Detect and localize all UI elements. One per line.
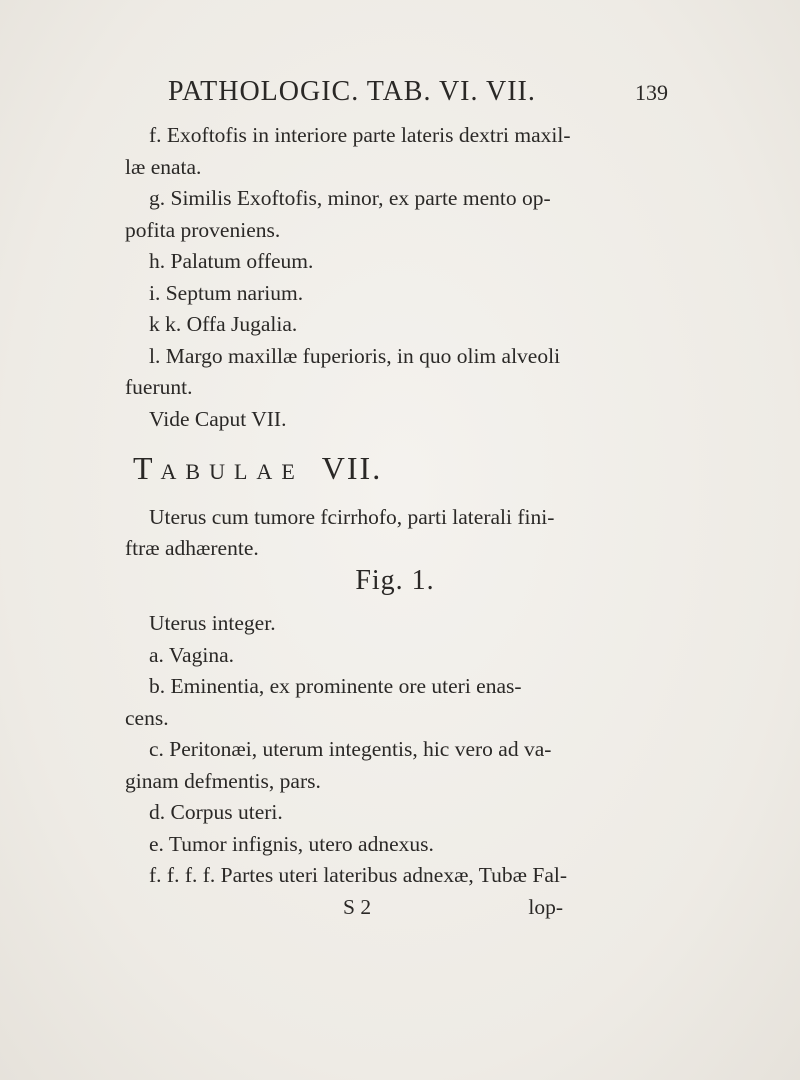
signature-mark: S 2 [343,894,372,919]
text-line: l. Margo maxillæ fuperioris, in quo olim alveoli [149,343,561,368]
page-footer [343,892,563,924]
text-line: Uterus cum tumore fcirrhofo, parti laterali fini- [149,504,555,529]
text-line: i. Septum narium. [149,280,304,305]
figure-heading: Fig. 1. [355,564,435,596]
text-line: cens. [125,705,169,730]
text-line: fuerunt. [125,375,193,399]
text-line: c. Peritonæi, uterum integentis, hic vero ad va- [149,737,552,761]
page-body [125,120,665,923]
text-line: g. Similis Exoftofis, minor, ex parte mento op- [149,186,551,210]
text-line: Uterus integer. [149,611,276,635]
text-line: d. Corpus uteri. [149,800,283,824]
text-line: ftræ adhærente. [125,536,259,560]
section-heading [133,450,665,488]
text-line: h. Palatum offeum. [149,249,314,273]
running-head: PATHOLOGIC. TAB. VI. VII. [168,76,536,107]
text-line: e. Tumor infignis, utero adnexus. [149,831,434,856]
heading-word: ABULAE [160,459,304,484]
text-line: pofita proveniens. [125,217,281,242]
catchword: lop- [528,894,563,919]
text-line: f. f. f. f. Partes uteri lateribus adnexæ, Tubæ Fal- [149,863,568,887]
page-number: 139 [635,80,668,105]
text-line: a. Vagina. [149,642,234,667]
heading-initial: T [133,450,161,486]
text-line: b. Eminentia, ex prominente ore uteri enas- [149,674,522,698]
text-line: Vide Caput VII. [149,406,287,431]
page-header [168,76,668,108]
text-line: k k. Offa Jugalia. [149,312,298,336]
text-line: ginam defmentis, pars. [125,768,321,793]
text-line: f. Exoftofis in interiore parte lateris dextri maxil- [149,123,571,147]
text-line: læ enata. [125,154,202,179]
heading-number: VII. [321,450,383,486]
